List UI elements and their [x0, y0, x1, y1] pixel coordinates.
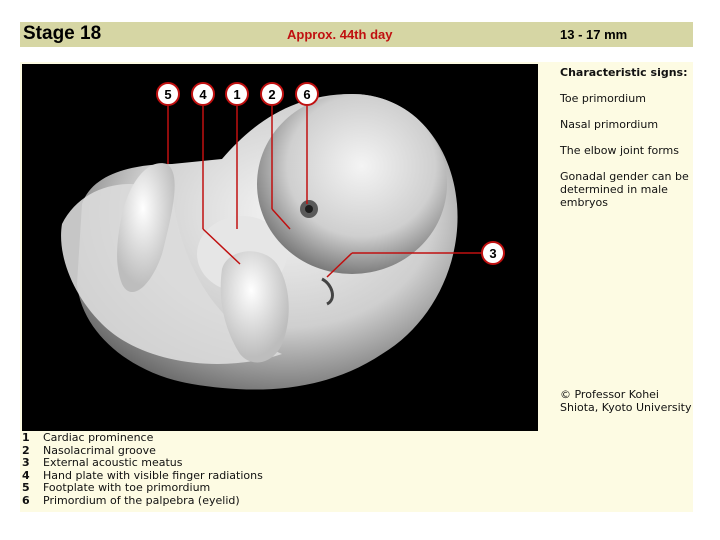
- legend-number: 3: [22, 456, 30, 470]
- callout-label: 2: [268, 87, 276, 102]
- legend-row: [22, 457, 263, 470]
- callout-3: [482, 242, 504, 264]
- stage-title: Stage 18: [23, 23, 102, 44]
- legend-text: Cardiac prominence: [43, 431, 154, 444]
- header-bar: [20, 22, 693, 47]
- characteristic-item: Gonadal gender can be determined in male embryos: [560, 170, 689, 209]
- callout-4: [192, 83, 214, 105]
- callout-label: 3: [489, 246, 497, 261]
- approx-day: Approx. 44th day: [287, 27, 393, 42]
- callout-label: 1: [233, 87, 241, 102]
- characteristic-item: Toe primordium: [560, 92, 646, 105]
- callout-2: [261, 83, 283, 105]
- legend-text: Primordium of the palpebra (eyelid): [43, 493, 240, 507]
- legend-number: 4: [22, 468, 30, 482]
- legend-text: Nasolacrimal groove: [43, 443, 156, 457]
- legend-number: 5: [22, 481, 30, 495]
- copyright-text: © Professor Kohei Shiota, Kyoto University: [560, 388, 692, 414]
- size-range: 13 - 17 mm: [560, 27, 628, 42]
- characteristics-heading: Characteristic signs:: [560, 66, 688, 79]
- callout-label: 6: [303, 87, 311, 102]
- characteristic-item: Nasal primordium: [560, 118, 659, 131]
- callout-1: [226, 83, 248, 105]
- legend-number: 2: [22, 443, 30, 457]
- embryo-photo: [22, 64, 538, 431]
- legend-number: 6: [22, 493, 30, 507]
- legend-text: Hand plate with visible finger radiations: [43, 468, 263, 482]
- callout-label: 5: [164, 87, 172, 102]
- characteristics-panel: [560, 64, 695, 222]
- callout-lines: [22, 64, 538, 431]
- legend-list: [22, 432, 263, 508]
- legend-row: [22, 495, 263, 508]
- callout-5: [157, 83, 179, 105]
- characteristic-item: The elbow joint forms: [560, 144, 679, 157]
- callout-6: [296, 83, 318, 105]
- legend-number: 1: [22, 431, 30, 444]
- legend-text: Footplate with toe primordium: [43, 481, 211, 495]
- legend-row: [22, 432, 263, 445]
- callout-label: 4: [199, 87, 207, 102]
- legend-text: External acoustic meatus: [43, 456, 183, 470]
